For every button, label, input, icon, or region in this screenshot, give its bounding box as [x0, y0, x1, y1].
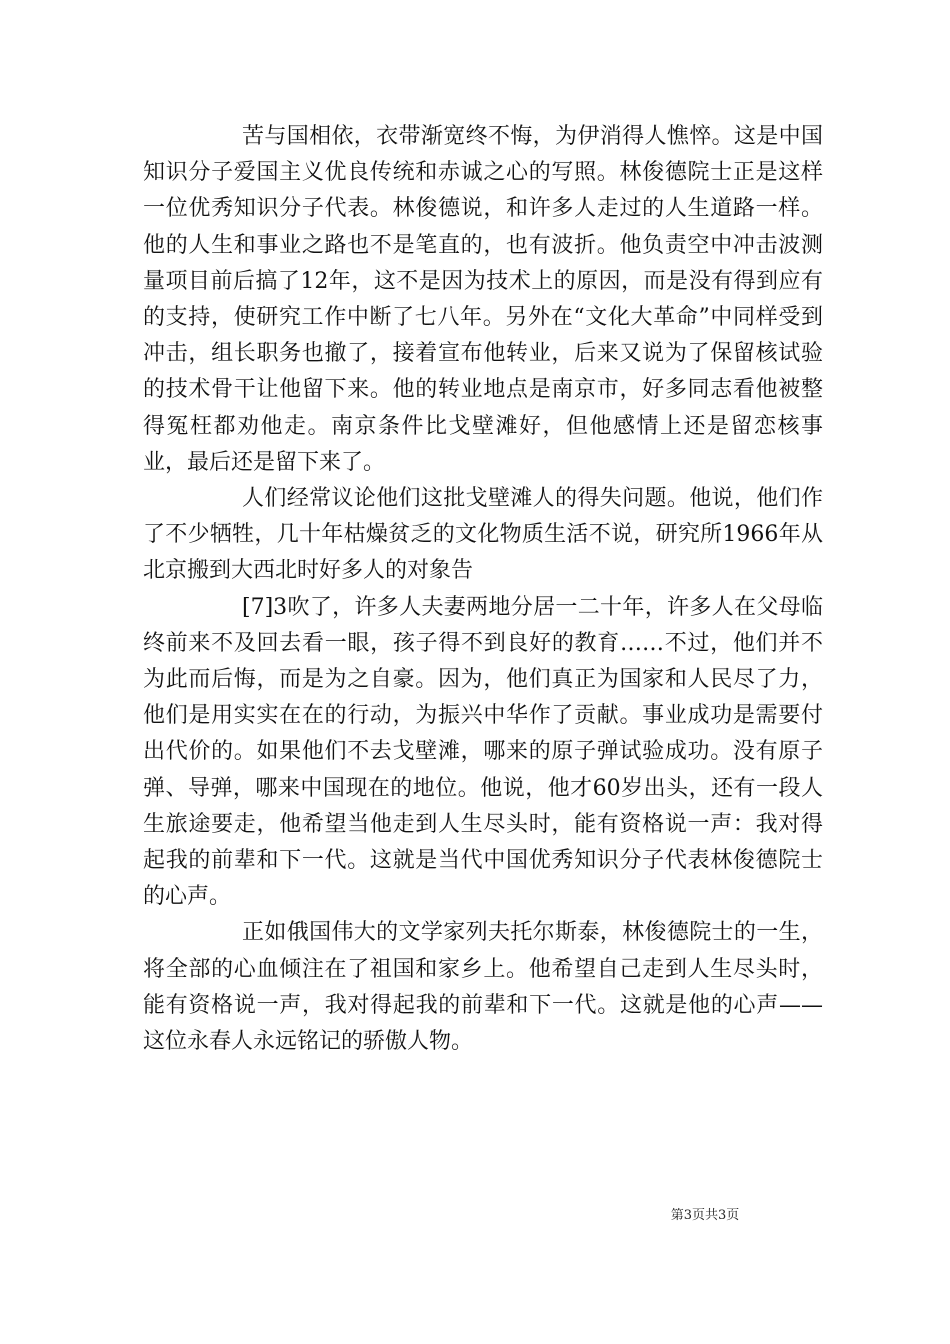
paragraph-3: [7]3吹了，许多人夫妻两地分居一二十年，许多人在父母临终前来不及回去看一眼，孩子得不到良好的教育……不过，他们并不为此而后悔，而是为之自豪。因为，他们真正为国家和人民尽了力，他们是用实实在在的行动，为振兴中华作了贡献。事业成功是需要付出代价的。如果他们不去戈壁滩，哪来的原子弹试验成功。没有原子弹、导弹，哪来中国现在的地位。他说，他才60岁出头，还有一段人生旅途要走，他希望当他走到人生尽头时，能有资格说一声：我对得起我的前辈和下一代。这就是当代中国优秀知识分子代表林俊德院士的心声。	[143, 594, 823, 910]
paragraph-2: 人们经常议论他们这批戈壁滩人的得失问题。他说，他们作了不少牺牲，几十年枯燥贫乏的文化物质生活不说，研究所1966年从北京搬到大西北时好多人的对象告	[143, 486, 823, 584]
paragraph-4: 正如俄国伟大的文学家列夫托尔斯泰，林俊德院士的一生，将全部的心血倾注在了祖国和家乡上。他希望自己走到人生尽头时，能有资格说一声，我对得起我的前辈和下一代。这就是他的心声——这位永春人永远铭记的骄傲人物。	[143, 920, 823, 1055]
document-body	[143, 119, 823, 1060]
page-number-footer: 第3页共3页	[670, 1208, 740, 1223]
paragraph-1: 苦与国相依，衣带渐宽终不悔，为伊消得人憔悴。这是中国知识分子爱国主义优良传统和赤诚之心的写照。林俊德院士正是这样一位优秀知识分子代表。林俊德说，和许多人走过的人生道路一样。他的人生和事业之路也不是笔直的，也有波折。他负责空中冲击波测量项目前后搞了12年，这不是因为技术上的原因，而是没有得到应有的支持，使研究工作中断了七八年。另外在“文化大革命”中同样受到冲击，组长职务也撤了，接着宣布他转业，后来又说为了保留核试验的技术骨干让他留下来。他的转业地点是南京市，好多同志看他被整得冤枉都劝他走。南京条件比戈壁滩好，但他感情上还是留恋核事业，最后还是留下来了。	[143, 124, 823, 475]
